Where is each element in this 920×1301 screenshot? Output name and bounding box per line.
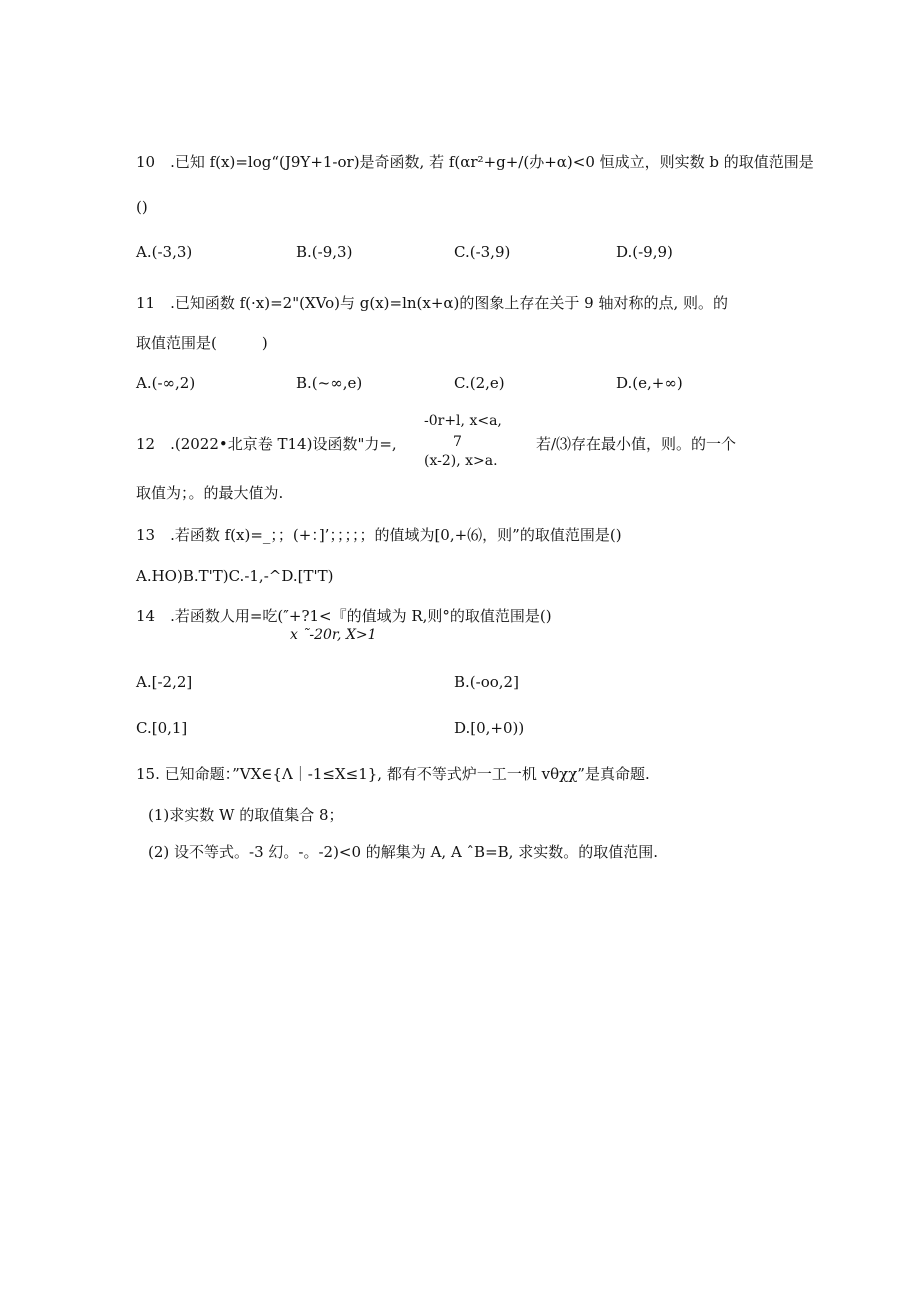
q13-stem: 13 .若函数 f(x)=_；；(+：]’；；；；；的值域为[0,+⑹，则”的取值范围是() [136,526,622,544]
q10-answer-paren: () [136,198,148,216]
q15-part-1: (1)求实数 W 的取值集合 8； [148,806,344,824]
q10-stem: 10 .已知 f(x)=log“(J9Y+1-or)是奇函数, 若 f(αr²+g+/(办+α)<0 恒成立，则实数 b 的取值范围是 [136,153,814,171]
q15-stem: 15. 已知命题：”VX∈{Λ｜-1≤X≤1}, 都有不等式炉一工一机 vθχχ”是真命题. [136,765,650,783]
q14-stem: 14 .若函数人用=吃(″+?1<『的值域为 R,则°的取值范围是() [136,607,552,625]
q10-option-b: B.(-9,3) [296,243,353,261]
q13-options: A.HO)B.T'T)C.-1,-^D.[T'T) [136,567,334,585]
q12-stem-right: 若/⑶存在最小值，则。的一个 [536,435,737,453]
q12-stem-line2: 取值为；。的最大值为. [136,484,284,502]
q11-stem-line2: 取值范围是( ) [136,334,268,352]
q11-option-c: C.(2,e) [454,374,505,392]
q11-stem: 11 .已知函数 f(·x)=2"(XVo)与 g(x)=ln(x+α)的图象上存在关于 9 轴对称的点, 则。的 [136,294,729,312]
q14-option-a: A.[-2,2] [136,673,193,691]
q10-option-a: A.(-3,3) [136,243,193,261]
q10-option-d: D.(-9,9) [616,243,673,261]
q12-piecewise-mid: 7 [453,434,462,450]
q14-option-b: B.(-oo,2] [454,673,519,691]
q14-stem-sub: x ˜-20r, X>1 [290,627,377,643]
q14-option-c: C.[0,1] [136,719,188,737]
q11-option-d: D.(e,+∞) [616,374,683,392]
q12-stem: 12 .(2022•北京卷 T14)设函数"力=, [136,435,397,453]
q12-piecewise-bottom: (x-2), x>a. [424,453,498,469]
q15-part-2: (2) 设不等式。-3 幻。-。-2)<0 的解集为 A, A ˆB=B, 求实数。的取值范围. [148,843,658,861]
q12-piecewise-top: -0r+l, x<a, [424,413,502,429]
q11-option-b: B.(~∞,e) [296,374,363,392]
q14-option-d: D.[0,+0)) [454,719,525,737]
q10-option-c: C.(-3,9) [454,243,511,261]
q11-option-a: A.(-∞,2) [136,374,196,392]
